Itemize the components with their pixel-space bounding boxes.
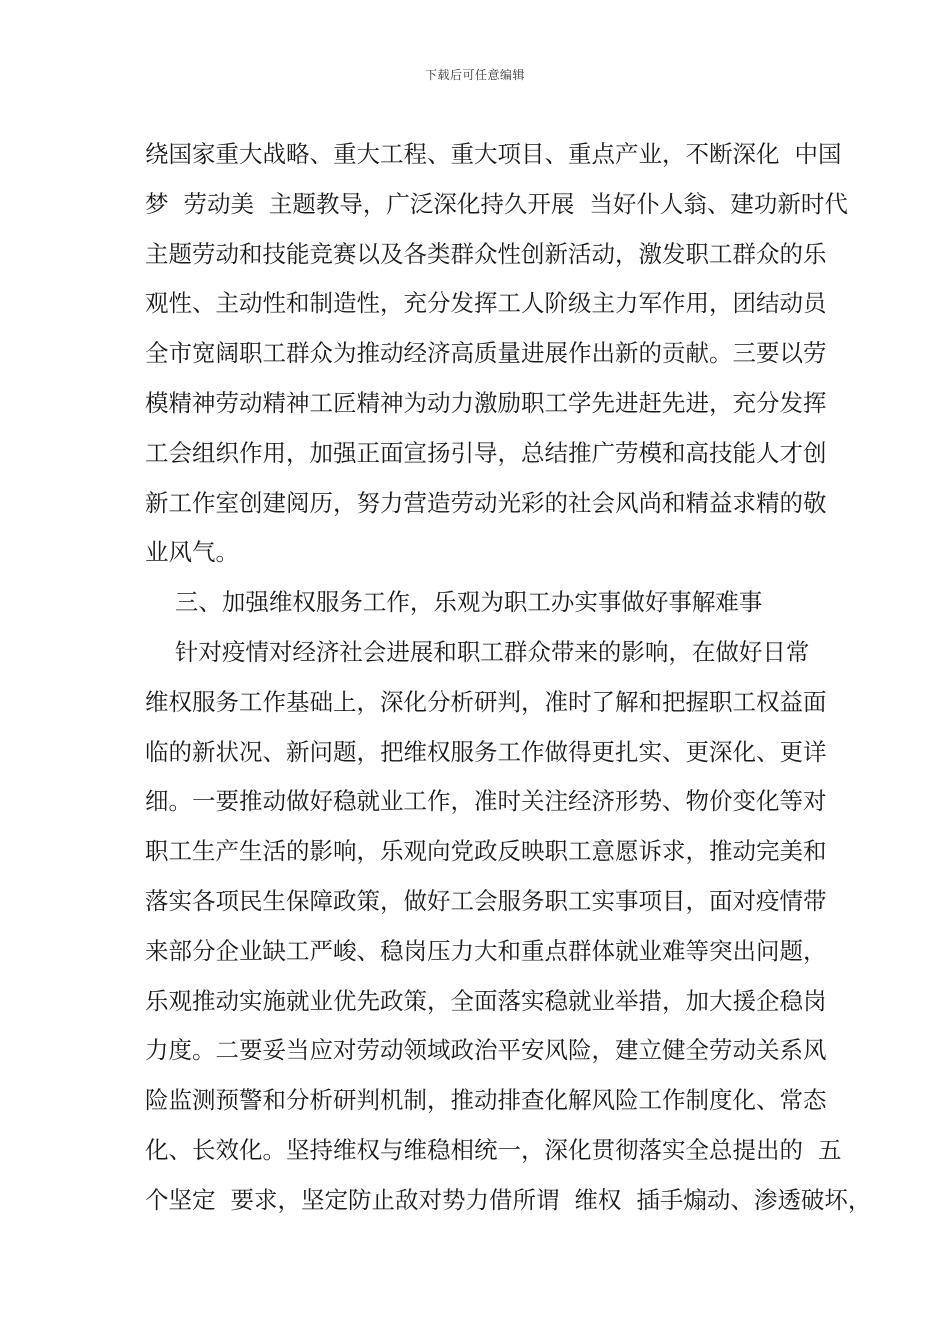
section-heading: 三、加强维权服务工作，乐观为职工办实事做好事解难事 — [145, 588, 763, 617]
text-line: 全市宽阔职工群众为推动经济高质量进展作出新的贡献。三要以劳 — [145, 339, 827, 368]
text-line: 临的新状况、新问题，把维权服务工作做得更扎实、更深化、更详 — [145, 737, 827, 766]
text-line: 来部分企业缺工严峻、稳岗压力大和重点群体就业难等突出问题， — [145, 936, 827, 965]
document-body — [145, 130, 872, 1226]
text-line: 职工生产生活的影响，乐观向党政反映职工意愿诉求，推动完美和 — [145, 837, 827, 866]
text-line: 力度。二要妥当应对劳动领域政治平安风险，建立健全劳动关系风 — [145, 1036, 827, 1065]
page-header: 下载后可任意编辑 — [424, 68, 525, 82]
text-line: 维权服务工作基础上，深化分析研判，准时了解和把握职工权益面 — [145, 687, 827, 716]
text-line: 主题劳动和技能竞赛以及各类群众性创新活动，激发职工群众的乐 — [145, 239, 827, 268]
text-line: 化、长效化。坚持维权与维稳相统一，深化贯彻落实全总提出的 五 — [145, 1135, 842, 1164]
text-line: 工会组织作用，加强正面宣扬引导，总结推广劳模和高技能人才创 — [145, 438, 827, 467]
text-line: 模精神劳动精神工匠精神为动力激励职工学先进赶先进，充分发挥 — [145, 388, 827, 417]
text-line: 针对疫情对经济社会进展和职工群众带来的影响，在做好日常 — [145, 637, 810, 666]
text-line: 绕国家重大战略、重大工程、重大项目、重点产业，不断深化 中国 — [145, 140, 842, 168]
text-line: 险监测预警和分析研判机制，推动排查化解风险工作制度化、常态 — [145, 1086, 827, 1115]
text-line: 落实各项民生保障政策，做好工会服务职工实事项目，面对疫情带 — [145, 886, 827, 915]
text-line: 细。一要推动做好稳就业工作，准时关注经济形势、物价变化等对 — [145, 787, 827, 816]
text-line: 业风气。 — [145, 538, 239, 567]
text-line: 梦 劳动美 主题教导，广泛深化持久开展 当好仆人翁、建功新时代 — [145, 189, 848, 218]
text-line: 乐观推动实施就业优先政策，全面落实稳就业举措，加大援企稳岗 — [145, 986, 827, 1015]
text-line: 观性、主动性和制造性，充分发挥工人阶级主力军作用，团结动员 — [145, 289, 827, 318]
text-line: 新工作室创建阅历，努力营造劳动光彩的社会风尚和精益求精的敬 — [145, 488, 827, 517]
text-line: 个坚定 要求，坚定防止敌对势力借所谓 维权 插手煽动、渗透破坏， — [145, 1185, 872, 1214]
